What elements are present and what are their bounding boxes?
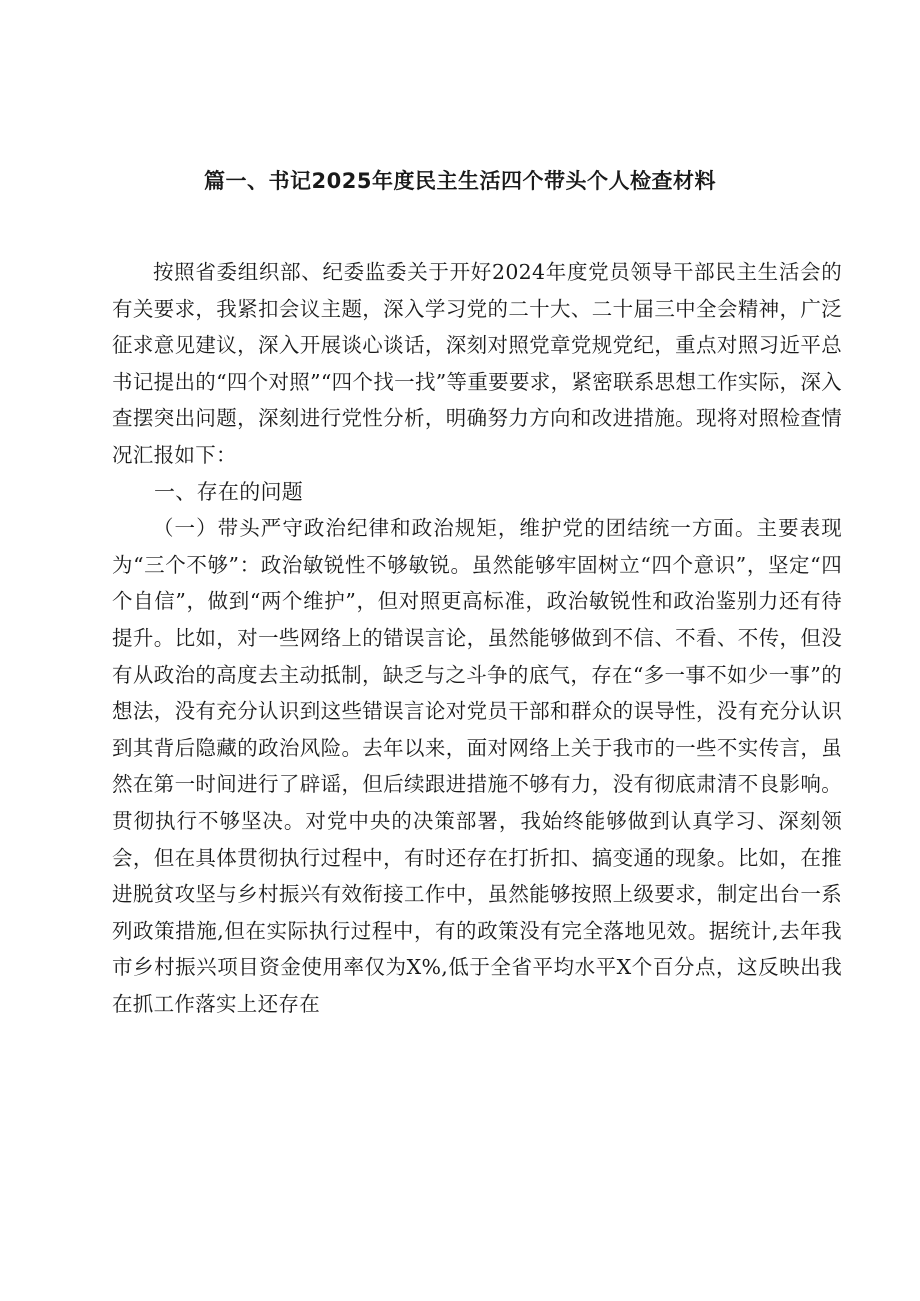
document-body [112,254,842,1022]
section-heading: 一、存在的问题 [154,479,304,504]
document-title: 篇一、书记2025年度民主生活四个带头个人检查材料 [204,169,716,193]
intro-paragraph: 按照省委组织部、纪委监委关于开好2024年度党员领导干部民主生活会的有关要求，我紧扣会议主题，深入学习党的二十大、二十届三中全会精神，广泛征求意见建议，深入开展谈心谈话，深刻对照党章党规党纪，重点对照习近平总书记提出的“四个对照”“四个找一找”等重要要求，紧密联系思想工作实际，深入查摆突出问题，深刻进行党性分析，明确努力方向和改进措施。现将对照检查情况汇报如下： [112,260,842,467]
body-paragraph: （一）带头严守政治纪律和政治规矩，维护党的团结统一方面。主要表现为“三个不够”：政治敏锐性不够敏锐。虽然能够牢固树立“四个意识”，坚定“四个自信”，做到“两个维护”，但对照更高标准，政治敏锐性和政治鉴别力还有待提升。比如，对一些网络上的错误言论，虽然能够做到不信、不看、不传，但没有从政治的高度去主动抵制，缺乏与之斗争的底气，存在“多一事不如少一事”的想法，没有充分认识到这些错误言论对党员干部和群众的误导性，没有充分认识到其背后隐藏的政治风险。去年以来，面对网络上关于我市的一些不实传言，虽然在第一时间进行了辟谣，但后续跟进措施不够有力，没有彻底肃清不良影响。贯彻执行不够坚决。对党中央的决策部署，我始终能够做到认真学习、深刻领会，但在具体贯彻执行过程中，有时还存在打折扣、搞变通的现象。比如，在推进脱贫攻坚与乡村振兴有效衔接工作中，虽然能够按照上级要求，制定出台一系列政策措施,但在实际执行过程中，有的政策没有完全落地见效。据统计,去年我市乡村振兴项目资金使用率仅为X%,低于全省平均水平X个百分点，这反映出我在抓工作落实上还存在 [112,516,842,1016]
